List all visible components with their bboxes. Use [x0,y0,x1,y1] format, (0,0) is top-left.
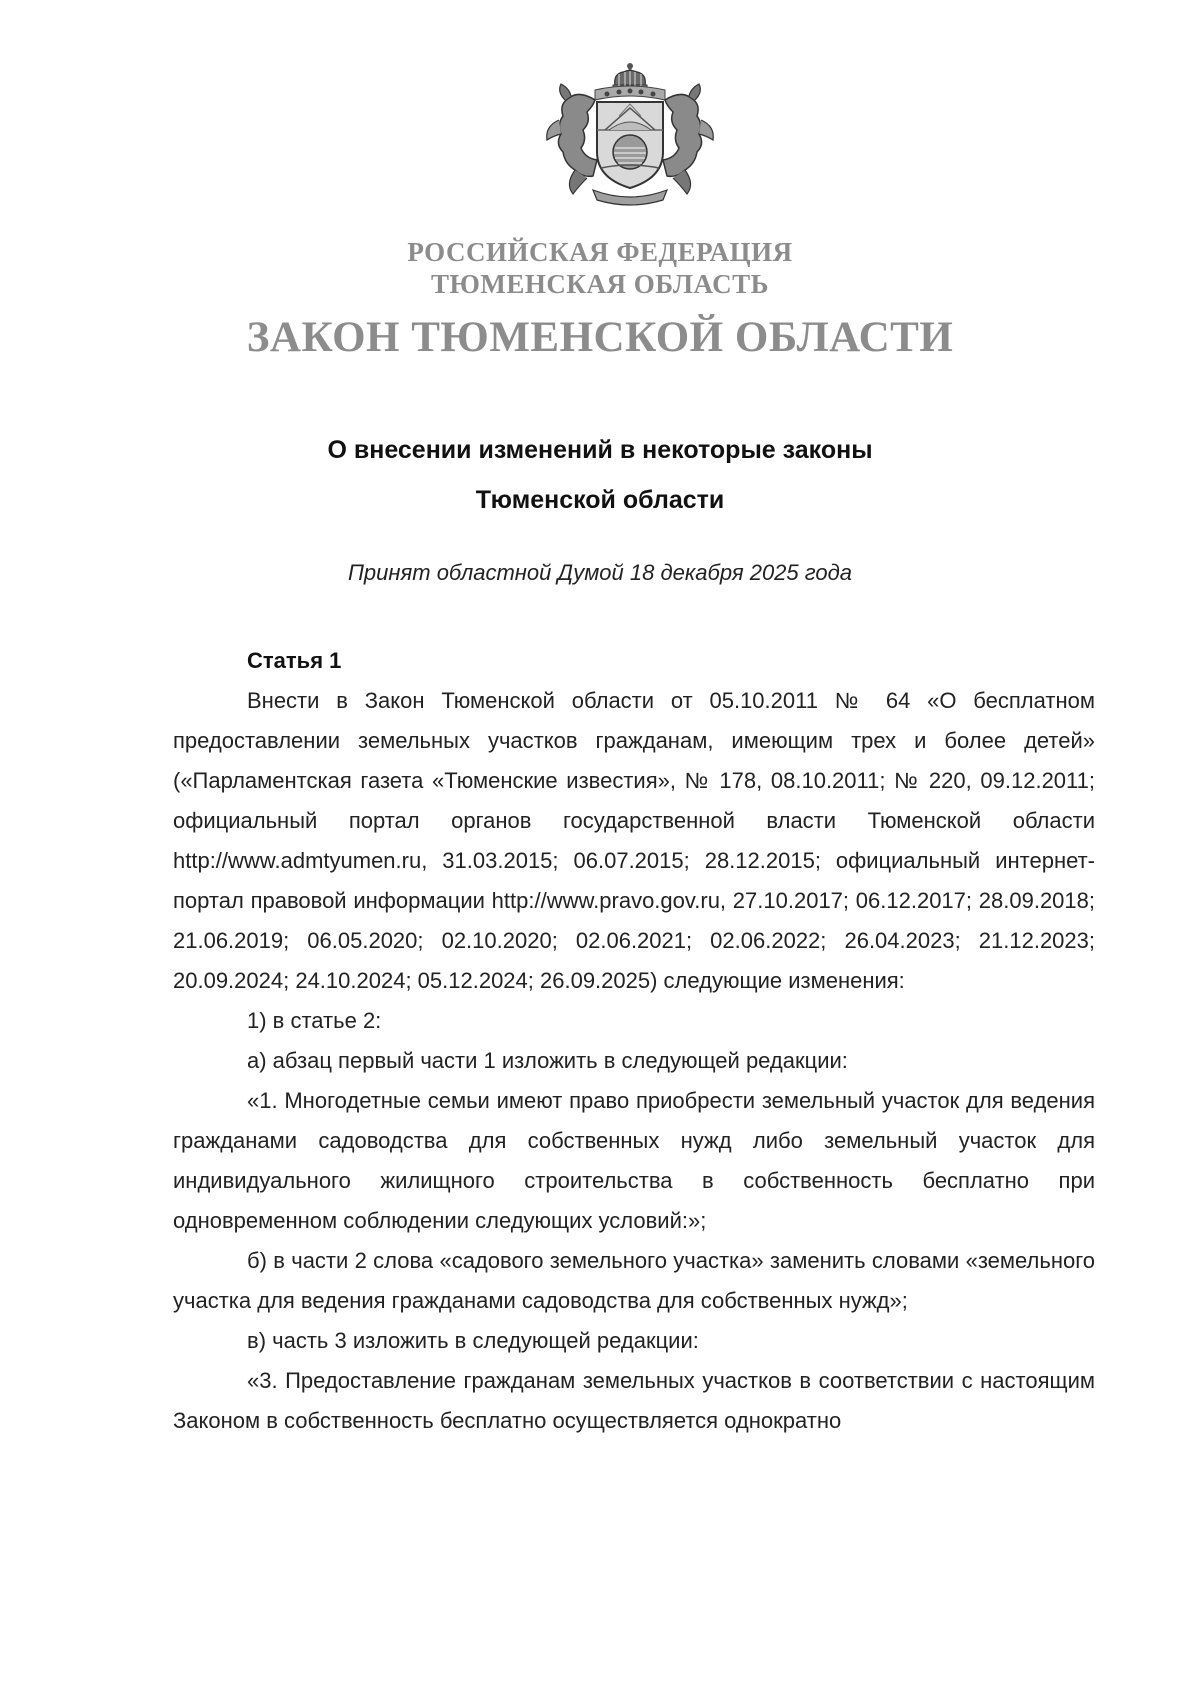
article-body [173,641,1095,1441]
article-heading: Статья 1 [247,648,342,673]
article-paragraph: а) абзац первый части 1 изложить в следующей редакции: [247,1048,848,1073]
article-paragraph: б) в части 2 слова «садового земельного участка» заменить словами «земельного участка для ведения гражданами садоводства для собственных нужд»; [173,1248,1095,1313]
header-doc-type: ЗАКОН ТЮМЕНСКОЙ ОБЛАСТИ [246,314,954,361]
law-title-line-1: О внесении изменений в некоторые законы [327,436,873,464]
article-paragraph: «1. Многодетные семьи имеют право приобрести земельный участок для ведения гражданами садоводства для собственных нужд либо земельный участок для индивидуального жилищного строительства в собственность бесплатно при одновременном соблюдении следующих условий:»; [173,1088,1095,1233]
adoption-note: Принят областной Думой 18 декабря 2025 года [347,560,852,585]
article-paragraph: Внести в Закон Тюменской области от 05.10.2011 № 64 «О бесплатном предоставлении земельных участков гражданам, имеющим трех и более детей» («Парламентская газета «Тюменские известия», № 178, 08.10.2011; № 220, 09.12.2011; официальный портал органов государственной власти Тюменской области http://www.admtyumen.ru, 31.03.2015; 06.07.2015; 28.12.2015; официальный интернет-портал правовой информации http://www.pravo.gov.ru, 27.10.2017; 06.12.2017; 28.09.2018; 21.06.2019; 06.05.2020; 02.10.2020; 02.06.2021; 02.06.2022; 26.04.2023; 21.12.2023; 20.09.2024; 24.10.2024; 05.12.2024; 26.09.2025) следующие изменения: [173,688,1095,993]
header-country: РОССИЙСКАЯ ФЕДЕРАЦИЯ [407,237,793,267]
article-paragraph: 1) в статье 2: [247,1008,382,1033]
law-title [0,425,1200,525]
law-title-line-2: Тюменской области [475,486,725,514]
article-paragraph: в) часть 3 изложить в следующей редакции: [247,1328,699,1353]
header-region: ТЮМЕНСКАЯ ОБЛАСТЬ [430,269,770,299]
article-paragraph: «3. Предоставление гражданам земельных участков в соответствии с настоящим Законом в собственность бесплатно осуществляется однократно [173,1368,1095,1433]
coat-of-arms-emblem [535,60,725,210]
